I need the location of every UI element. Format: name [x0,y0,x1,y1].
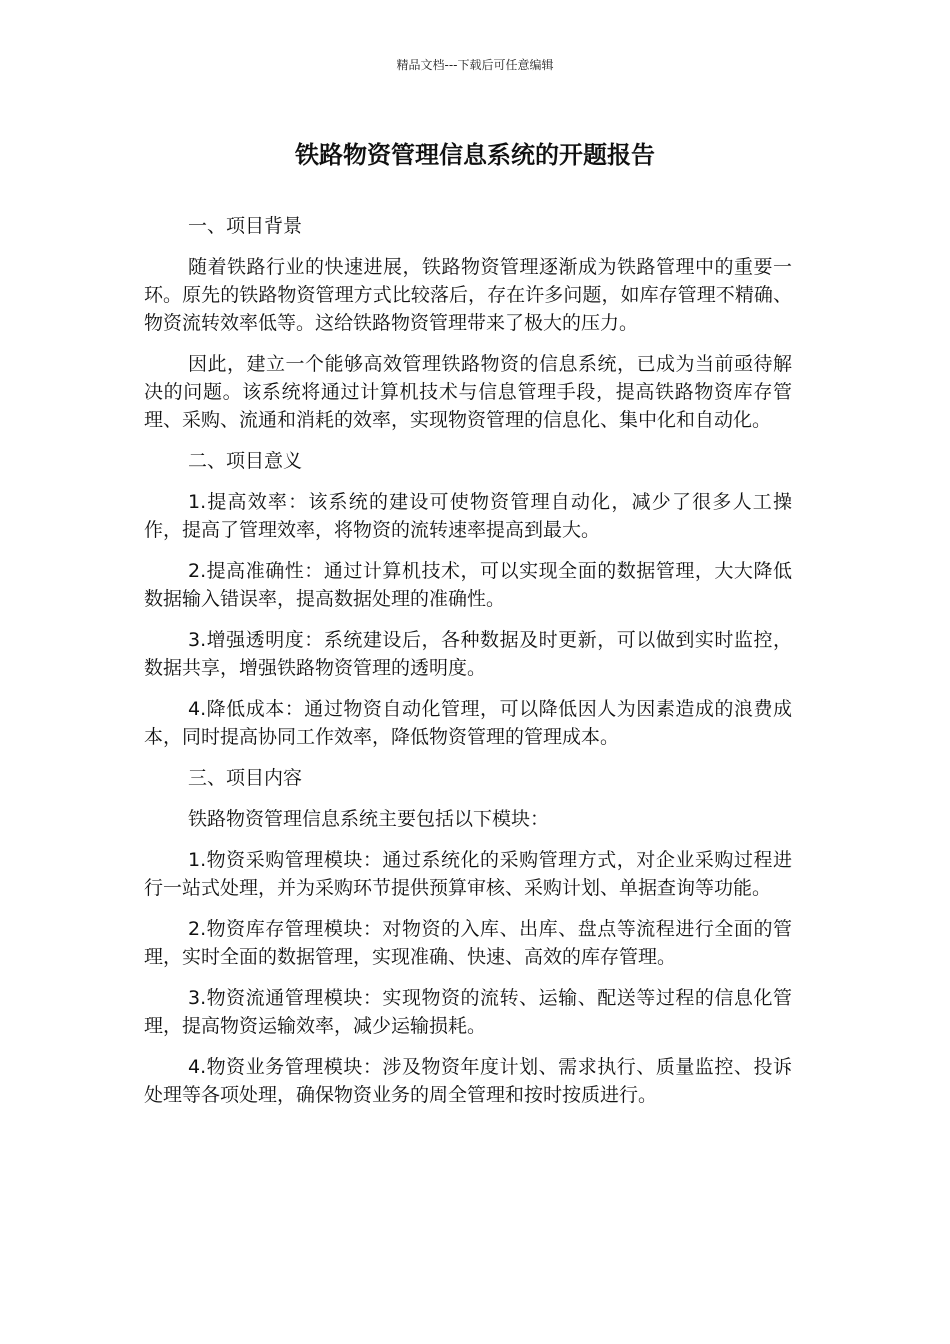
document-title: 铁路物资管理信息系统的开题报告 [295,141,655,169]
paragraph: 1.提高效率：该系统的建设可使物资管理自动化，减少了很多人工操作，提高了管理效率，将物资的流转速率提高到最大。 [144,491,792,541]
paragraph: 3.物资流通管理模块：实现物资的流转、运输、配送等过程的信息化管理，提高物资运输效率，减少运输损耗。 [144,987,792,1037]
paragraph: 1.物资采购管理模块：通过系统化的采购管理方式，对企业采购过程进行一站式处理，并为采购环节提供预算审核、采购计划、单据查询等功能。 [144,849,792,899]
section-heading-significance: 二、项目意义 [188,450,303,472]
paragraph: 随着铁路行业的快速进展，铁路物资管理逐渐成为铁路管理中的重要一环。原先的铁路物资管理方式比较落后，存在许多问题，如库存管理不精确、物资流转效率低等。这给铁路物资管理带来了极大的压力。 [144,256,792,334]
page-header-note: 精品文档---下载后可任意编辑 [396,58,554,72]
paragraph: 4.物资业务管理模块：涉及物资年度计划、需求执行、质量监控、投诉处理等各项处理，确保物资业务的周全管理和按时按质进行。 [144,1056,792,1106]
section-heading-content: 三、项目内容 [188,767,303,789]
paragraph: 铁路物资管理信息系统主要包括以下模块： [188,808,550,830]
paragraph: 2.物资库存管理模块：对物资的入库、出库、盘点等流程进行全面的管理，实时全面的数据管理，实现准确、快速、高效的库存管理。 [144,918,792,968]
paragraph: 因此，建立一个能够高效管理铁路物资的信息系统，已成为当前亟待解决的问题。该系统将通过计算机技术与信息管理手段，提高铁路物资库存管理、采购、流通和消耗的效率，实现物资管理的信息化、集中化和自动化。 [144,353,792,431]
paragraph: 3.增强透明度：系统建设后，各种数据及时更新，可以做到实时监控，数据共享，增强铁路物资管理的透明度。 [144,629,792,679]
document-body [144,212,792,1122]
paragraph: 4.降低成本：通过物资自动化管理，可以降低因人为因素造成的浪费成本，同时提高协同工作效率，降低物资管理的管理成本。 [144,698,792,748]
section-heading-background: 一、项目背景 [188,215,303,237]
paragraph: 2.提高准确性：通过计算机技术，可以实现全面的数据管理，大大降低数据输入错误率，提高数据处理的准确性。 [144,560,792,610]
